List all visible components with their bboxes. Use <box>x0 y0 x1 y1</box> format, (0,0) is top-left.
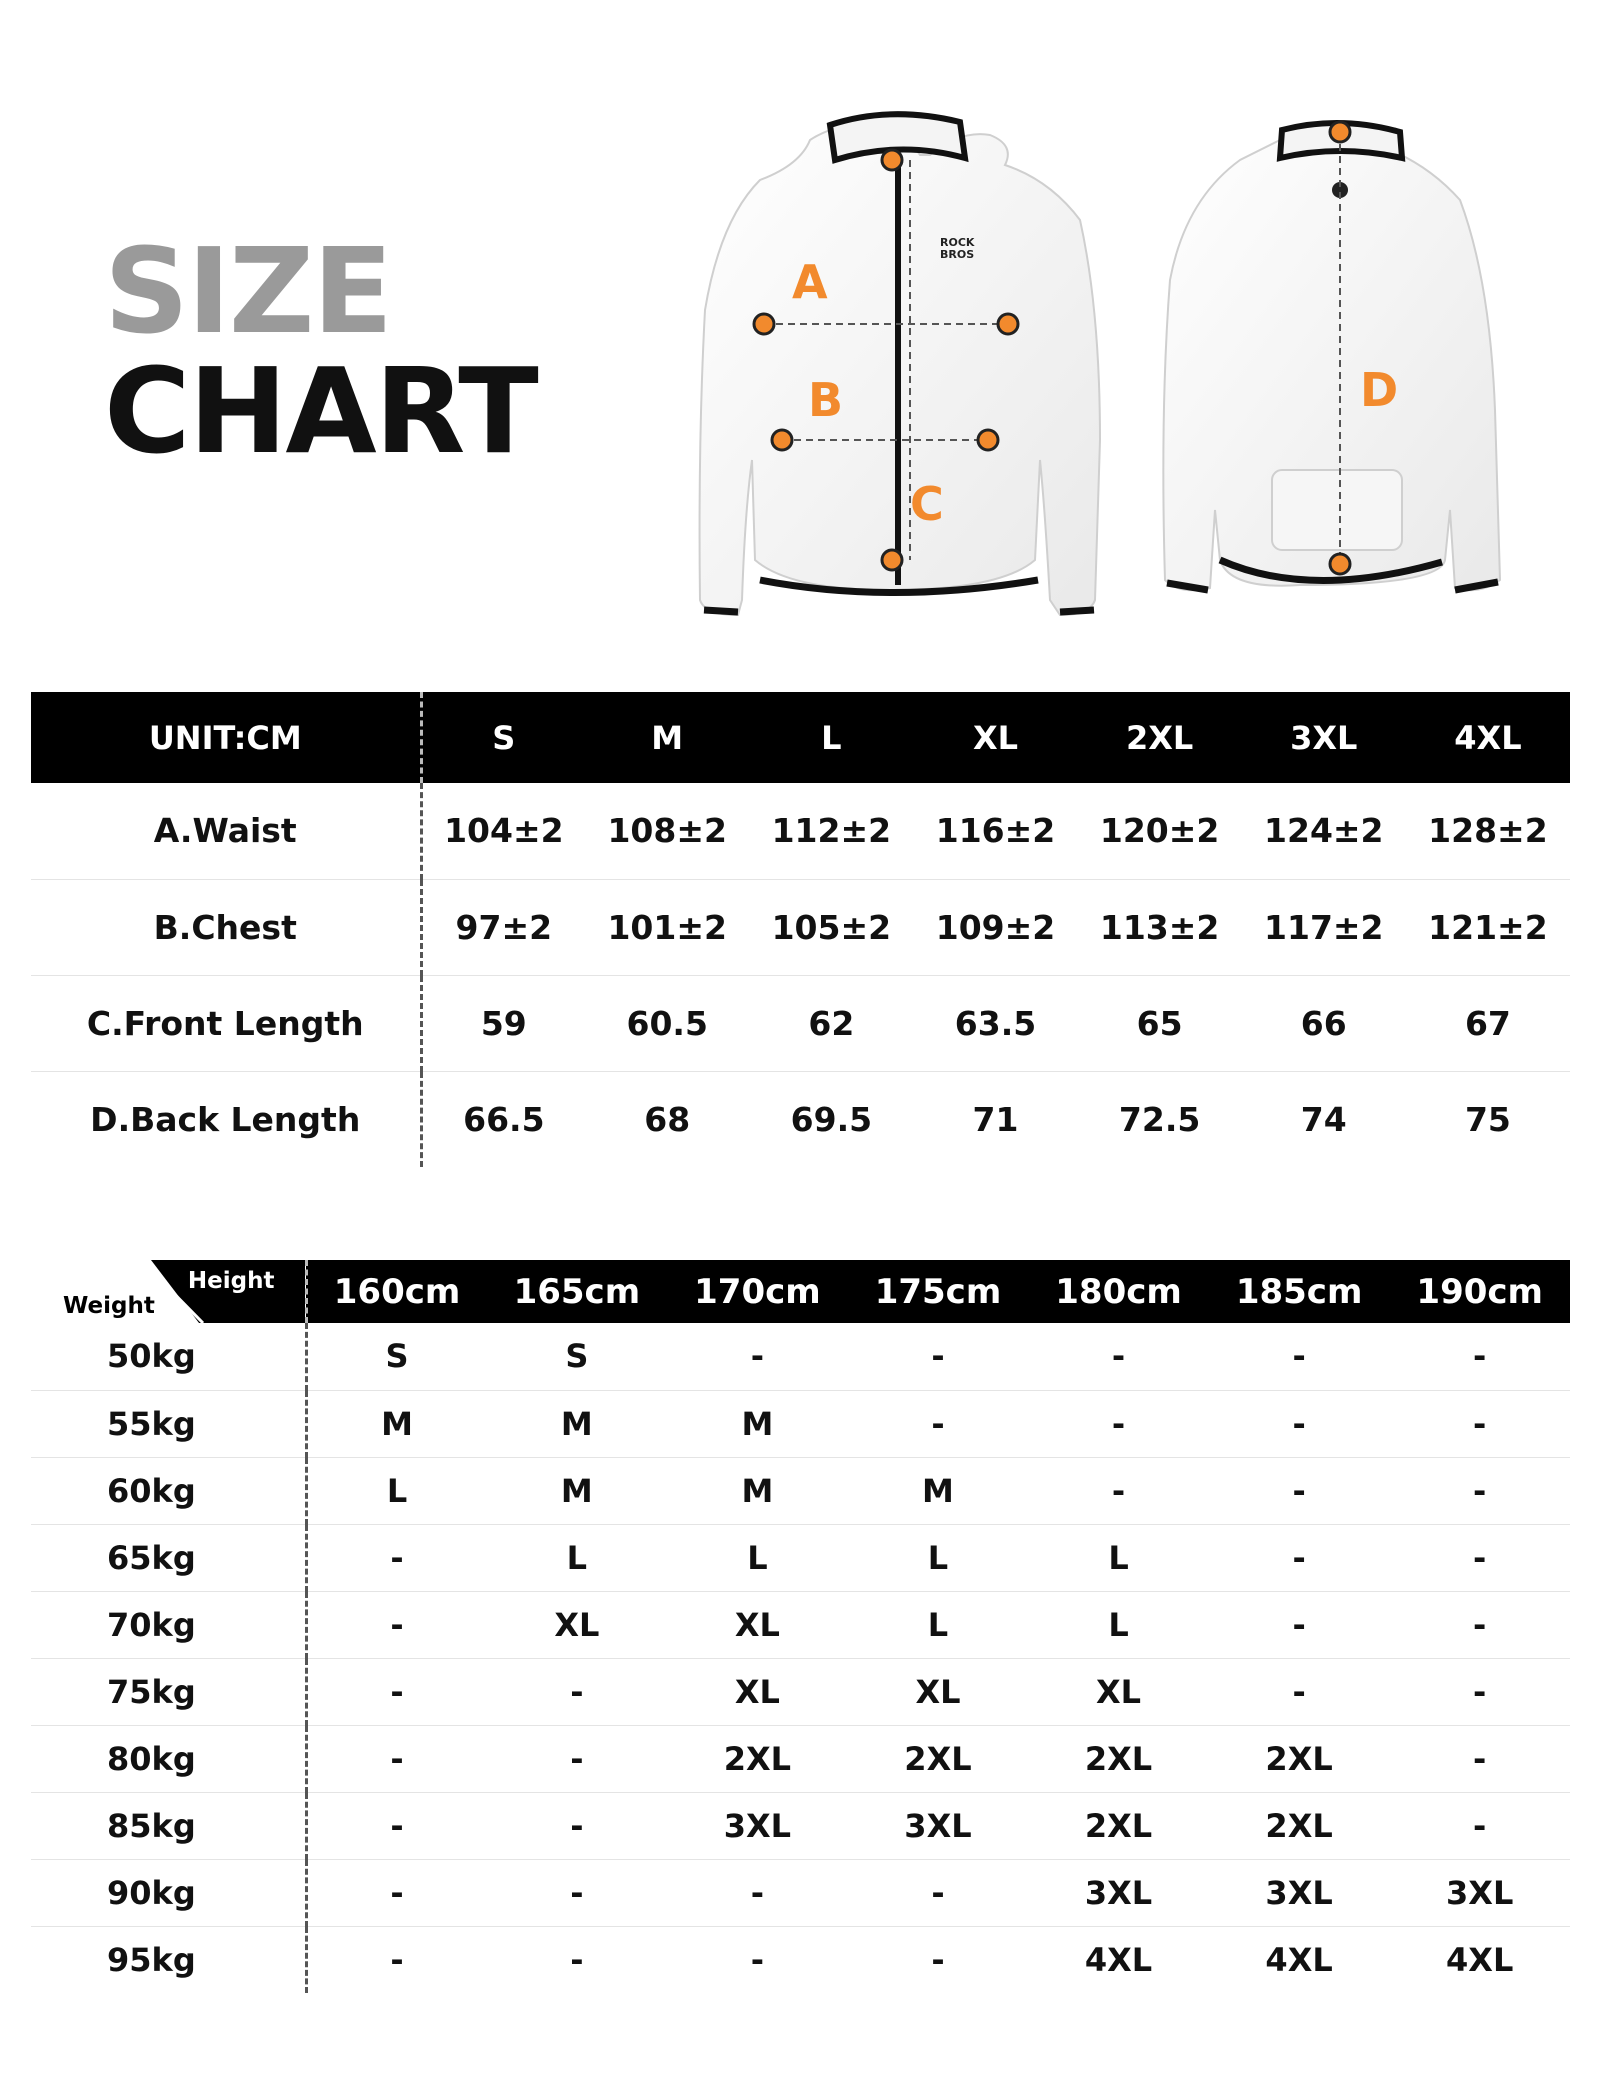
size-row <box>31 1658 1570 1725</box>
table-cell: 2XL <box>667 1725 848 1792</box>
size-recommendation-table <box>31 1260 1570 1993</box>
size-row <box>31 1323 1570 1390</box>
table-cell: - <box>1209 1457 1390 1524</box>
marker-dot <box>882 550 902 570</box>
header-unit: UNIT:CM <box>31 692 421 783</box>
header-size: 4XL <box>1406 692 1570 783</box>
table-cell: M <box>667 1457 848 1524</box>
table-cell: 120±2 <box>1078 783 1242 879</box>
row-label: 80kg <box>31 1725 306 1792</box>
height-header: 190cm <box>1389 1260 1570 1323</box>
corner-height-label: Height <box>187 1268 275 1294</box>
table-cell: - <box>1028 1323 1209 1390</box>
size-row <box>31 1725 1570 1792</box>
page-title <box>104 222 537 480</box>
table-cell: 124±2 <box>1242 783 1406 879</box>
table-cell: 69.5 <box>790 1099 873 1139</box>
table-cell: - <box>1028 1457 1209 1524</box>
table-cell: 72.5 <box>1118 1099 1201 1139</box>
table-cell: 67 <box>1406 975 1570 1071</box>
table-cell: 62 <box>749 975 913 1071</box>
table-cell: 97±2 <box>421 879 585 975</box>
row-label: B.Chest <box>31 879 421 975</box>
marker-dot <box>882 150 902 170</box>
row-label: 60kg <box>31 1457 306 1524</box>
table-cell: L <box>848 1524 1029 1591</box>
row-label: D.Back Length <box>31 1071 421 1167</box>
row-label: 70kg <box>31 1591 306 1658</box>
table-cell: - <box>1209 1658 1390 1725</box>
table-cell: - <box>1389 1524 1570 1591</box>
table-cell: 2XL <box>848 1725 1029 1792</box>
table-cell: - <box>306 1591 487 1658</box>
header-size: XL <box>913 692 1077 783</box>
table-cell: M <box>306 1390 487 1457</box>
marker-dot <box>978 430 998 450</box>
marker-dot <box>772 430 792 450</box>
table-cell: 101±2 <box>585 879 749 975</box>
height-header: 160cm <box>306 1260 487 1323</box>
table-cell: - <box>1389 1591 1570 1658</box>
table-cell: - <box>1209 1390 1390 1457</box>
table-cell: 2XL <box>1209 1725 1390 1792</box>
table-cell: M <box>848 1457 1029 1524</box>
height-header: 180cm <box>1028 1260 1209 1323</box>
size-row <box>31 1457 1570 1524</box>
table-cell: 112±2 <box>749 783 913 879</box>
row-label: 75kg <box>31 1658 306 1725</box>
table-cell: 3XL <box>667 1792 848 1859</box>
table-cell: - <box>306 1524 487 1591</box>
table-cell: 2XL <box>1028 1792 1209 1859</box>
back-jacket <box>1163 122 1500 590</box>
size-row <box>31 1524 1570 1591</box>
header-size: 3XL <box>1242 692 1406 783</box>
title-size: SIZE <box>104 222 392 360</box>
table-cell: L <box>1028 1524 1209 1591</box>
row-label: A.Waist <box>31 783 421 879</box>
table-cell: - <box>487 1859 668 1926</box>
table-cell: 4XL <box>1265 1940 1333 1979</box>
table-cell: L <box>306 1457 487 1524</box>
table-cell: - <box>848 1859 1029 1926</box>
table-cell: - <box>306 1658 487 1725</box>
table-cell: 3XL <box>1389 1859 1570 1926</box>
table-cell: - <box>570 1940 584 1979</box>
size-row <box>31 1591 1570 1658</box>
table-cell: 60.5 <box>585 975 749 1071</box>
table-cell: 66 <box>1242 975 1406 1071</box>
table-cell: 3XL <box>848 1792 1029 1859</box>
table-cell: 71 <box>972 1099 1019 1139</box>
header-size: M <box>585 692 749 783</box>
table-cell: 108±2 <box>585 783 749 879</box>
row-label: 65kg <box>31 1524 306 1591</box>
size-header-row <box>31 1260 1570 1323</box>
table-cell: - <box>667 1859 848 1926</box>
header-size: 2XL <box>1078 692 1242 783</box>
table-cell: 116±2 <box>913 783 1077 879</box>
table-cell: 117±2 <box>1242 879 1406 975</box>
brand-rock: ROCK <box>940 236 975 249</box>
marker-a: A <box>792 255 828 309</box>
table-cell: 113±2 <box>1078 879 1242 975</box>
table-cell: 68 <box>644 1099 691 1139</box>
table-cell: XL <box>667 1658 848 1725</box>
marker-b: B <box>808 373 844 427</box>
table-cell: 66.5 <box>463 1099 545 1139</box>
table-cell: - <box>1209 1591 1390 1658</box>
table-cell: - <box>848 1323 1029 1390</box>
marker-c: C <box>910 477 944 531</box>
table-cell: 128±2 <box>1406 783 1570 879</box>
table-cell: XL <box>487 1591 668 1658</box>
table-cell: 105±2 <box>749 879 913 975</box>
row-label: 50kg <box>31 1323 306 1390</box>
brand-bros: BROS <box>940 248 975 261</box>
table-cell: - <box>1389 1323 1570 1390</box>
table-cell: - <box>306 1792 487 1859</box>
table-cell: 104±2 <box>421 783 585 879</box>
table-cell: 109±2 <box>913 879 1077 975</box>
table-cell: 2XL <box>1209 1792 1390 1859</box>
title-chart: CHART <box>104 342 537 480</box>
table-cell: - <box>1389 1457 1570 1524</box>
jacket-illustration <box>660 110 1540 630</box>
table-cell: M <box>487 1390 668 1457</box>
table-cell: 3XL <box>1028 1859 1209 1926</box>
table-cell: 3XL <box>1209 1859 1390 1926</box>
size-row <box>31 1926 1570 1993</box>
table-cell: - <box>1209 1524 1390 1591</box>
size-row <box>31 1792 1570 1859</box>
table-cell: 2XL <box>1028 1725 1209 1792</box>
marker-dot <box>1330 554 1350 574</box>
table-cell: - <box>487 1658 668 1725</box>
table-cell: L <box>487 1524 668 1591</box>
header-size: L <box>749 692 913 783</box>
height-header: 165cm <box>487 1260 668 1323</box>
table-cell: - <box>1389 1792 1570 1859</box>
marker-d: D <box>1360 363 1399 417</box>
measurement-row <box>31 879 1570 975</box>
table-cell: - <box>390 1940 404 1979</box>
row-label: 90kg <box>31 1859 306 1926</box>
height-header: 175cm <box>848 1260 1029 1323</box>
table-cell: - <box>306 1725 487 1792</box>
marker-dot <box>1330 122 1350 142</box>
measurement-row <box>31 975 1570 1071</box>
row-label: 85kg <box>31 1792 306 1859</box>
table-cell: - <box>750 1940 765 1979</box>
marker-dot <box>754 314 774 334</box>
table-cell: - <box>667 1323 848 1390</box>
table-cell: 74 <box>1300 1099 1347 1139</box>
table-cell: 121±2 <box>1406 879 1570 975</box>
front-jacket <box>700 114 1100 615</box>
table-cell: S <box>306 1323 487 1390</box>
table-cell: XL <box>1028 1658 1209 1725</box>
table-cell: - <box>1209 1323 1390 1390</box>
table-cell: L <box>1028 1591 1209 1658</box>
table-cell: - <box>1389 1725 1570 1792</box>
size-row <box>31 1859 1570 1926</box>
table-cell: M <box>487 1457 668 1524</box>
table-cell: - <box>487 1792 668 1859</box>
size-row <box>31 1390 1570 1457</box>
table-cell: XL <box>667 1591 848 1658</box>
table-cell: L <box>667 1524 848 1591</box>
measurement-header-row <box>31 692 1570 783</box>
row-label: 95kg <box>31 1926 306 1993</box>
row-label: C.Front Length <box>31 975 421 1071</box>
table-cell: - <box>1389 1390 1570 1457</box>
table-cell: S <box>487 1323 668 1390</box>
table-cell: XL <box>848 1658 1029 1725</box>
measurement-row <box>31 1071 1570 1167</box>
height-header: 170cm <box>667 1260 848 1323</box>
table-cell: M <box>667 1390 848 1457</box>
table-cell: 59 <box>421 975 585 1071</box>
table-cell: - <box>848 1390 1029 1457</box>
table-cell: L <box>848 1591 1029 1658</box>
marker-dot <box>998 314 1018 334</box>
table-cell: 63.5 <box>913 975 1077 1071</box>
height-header: 185cm <box>1209 1260 1390 1323</box>
table-cell: - <box>1389 1658 1570 1725</box>
table-cell: - <box>306 1859 487 1926</box>
table-cell: - <box>931 1940 945 1979</box>
corner-weight-label: Weight <box>63 1293 155 1319</box>
table-cell: 75 <box>1464 1099 1511 1139</box>
measurement-row <box>31 783 1570 879</box>
table-cell: 4XL <box>1084 1940 1153 1979</box>
measurement-table <box>31 692 1570 1167</box>
corner-cell <box>31 1260 306 1323</box>
header-size: S <box>421 692 585 783</box>
table-cell: - <box>487 1725 668 1792</box>
table-cell: - <box>1028 1390 1209 1457</box>
row-label: 55kg <box>31 1390 306 1457</box>
table-cell: 65 <box>1078 975 1242 1071</box>
table-cell: 4XL <box>1446 1940 1514 1979</box>
